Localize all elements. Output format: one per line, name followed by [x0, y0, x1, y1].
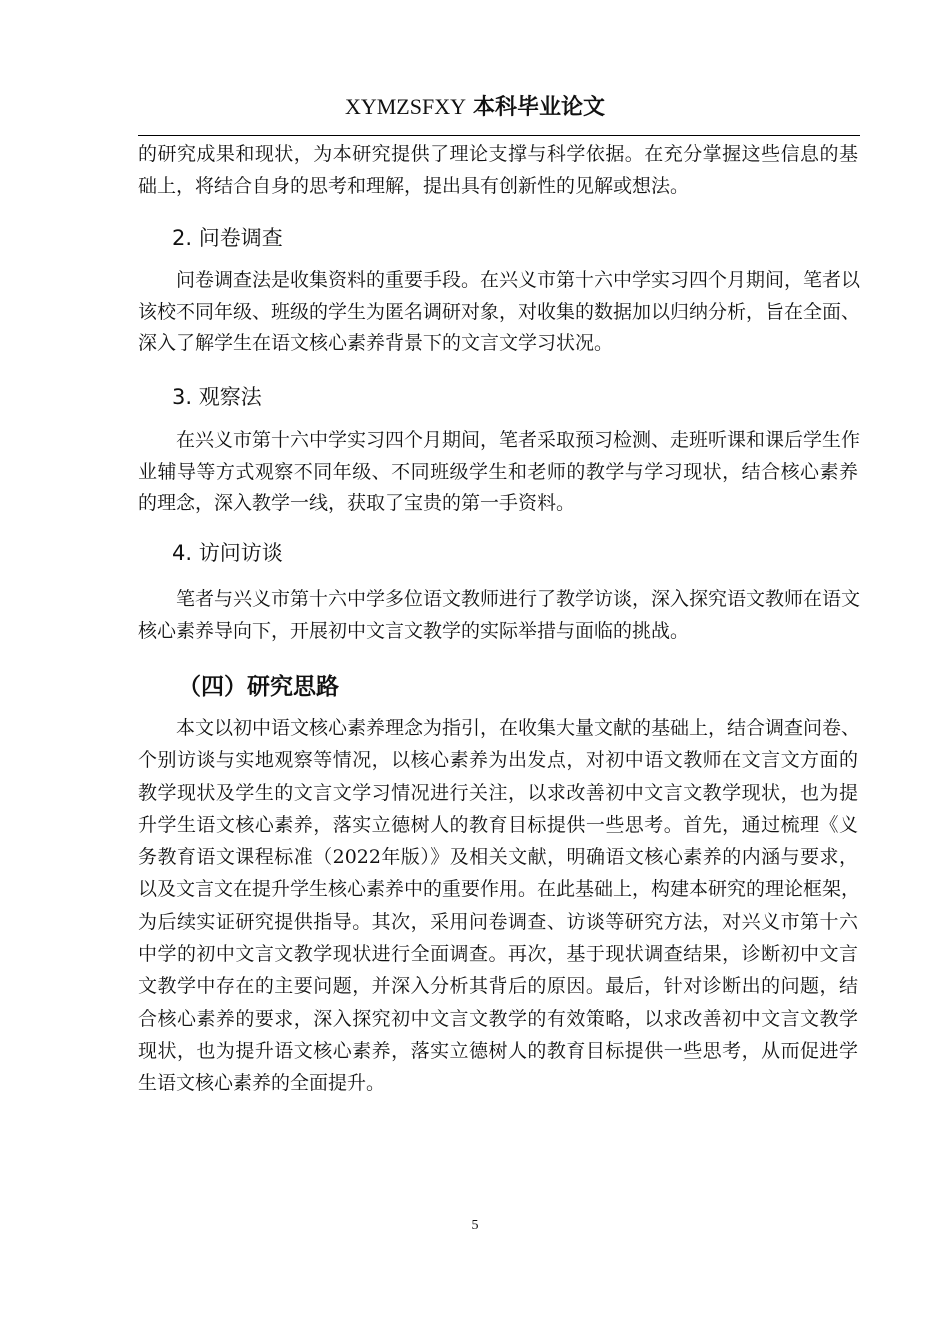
heading-interview: 4. 访问访谈 — [172, 541, 283, 565]
text-line: 教学现状及学生的文言文学习情况进行关注，以求改善初中文言文教学现状，也为提 — [138, 781, 858, 804]
text-line: 在兴义市第十六中学实习四个月期间，笔者采取预习检测、走班听课和课后学生作 — [176, 429, 861, 451]
paragraph-observation — [138, 425, 861, 520]
header-rule — [138, 135, 860, 136]
text-line: 该校不同年级、班级的学生为匿名调研对象，对收集的数据加以归纳分析，旨在全面、 — [138, 300, 861, 323]
text-line: 的研究成果和现状，为本研究提供了理论支撑与科学依据。在充分掌握这些信息的基 — [138, 143, 858, 165]
text-line: 本文以初中语文核心素养理念为指引，在收集大量文献的基础上，结合调查问卷、 — [176, 717, 861, 739]
text-line: 合核心素养的要求，深入探究初中文言文教学的有效策略，以求改善初中文言文教学 — [138, 1007, 858, 1030]
text-line: 个别访谈与实地观察等情况，以核心素养为出发点，对初中语文教师在文言文方面的 — [138, 749, 858, 772]
text-line: 业辅导等方式观察不同年级、不同班级学生和老师的教学与学习现状，结合核心素养 — [138, 460, 858, 483]
paragraph-interview — [138, 584, 861, 647]
text-line: 升学生语文核心素养，落实立德树人的教育目标提供一些思考。首先，通过梳理《义 — [138, 813, 858, 836]
text-line: 的理念，深入教学一线，获取了宝贵的第一手资料。 — [138, 492, 576, 514]
text-line: 以及文言文在提升学生核心素养中的重要作用。在此基础上，构建本研究的理论框架， — [138, 878, 861, 901]
running-header — [0, 90, 950, 121]
text-line: 生语文核心素养的全面提升。 — [138, 1072, 386, 1095]
text-line: 问卷调查法是收集资料的重要手段。在兴义市第十六中学实习四个月期间，笔者以 — [176, 269, 861, 291]
header-cn: 本科毕业论文 — [473, 95, 606, 120]
text-line: 中学的初中文言文教学现状进行全面调查。再次，基于现状调查结果，诊断初中文言 — [138, 943, 858, 966]
heading-observation: 3. 观察法 — [172, 385, 262, 409]
page-number: 5 — [471, 1218, 479, 1233]
text-line: 础上，将结合自身的思考和理解，提出具有创新性的见解或想法。 — [138, 174, 690, 197]
text-line: 深入了解学生在语文核心素养背景下的文言文学习状况。 — [138, 332, 614, 354]
paragraph-research-approach — [138, 713, 861, 1101]
paragraph-questionnaire — [138, 265, 861, 360]
text-line: 务教育语文课程标准（2022年版）》及相关文献，明确语文核心素养的内涵与要求， — [138, 846, 858, 869]
text-line: 核心素养导向下，开展初中文言文教学的实际举措与面临的挑战。 — [138, 619, 690, 642]
text-line: 文教学中存在的主要问题，并深入分析其背后的原因。最后，针对诊断出的问题，结 — [138, 975, 858, 998]
heading-questionnaire: 2. 问卷调查 — [172, 226, 283, 250]
heading-research-approach: （四）研究思路 — [178, 674, 339, 700]
text-line: 为后续实证研究提供指导。其次，采用问卷调查、访谈等研究方法，对兴义市第十六 — [138, 910, 858, 933]
text-line: 笔者与兴义市第十六中学多位语文教师进行了教学访谈，深入探究语文教师在语文 — [176, 588, 861, 610]
header-en: XYMZSFXY — [344, 94, 466, 119]
text-line: 现状，也为提升语文核心素养，落实立德树人的教育目标提供一些思考，从而促进学 — [138, 1039, 858, 1062]
paragraph-intro-cont — [138, 139, 858, 202]
